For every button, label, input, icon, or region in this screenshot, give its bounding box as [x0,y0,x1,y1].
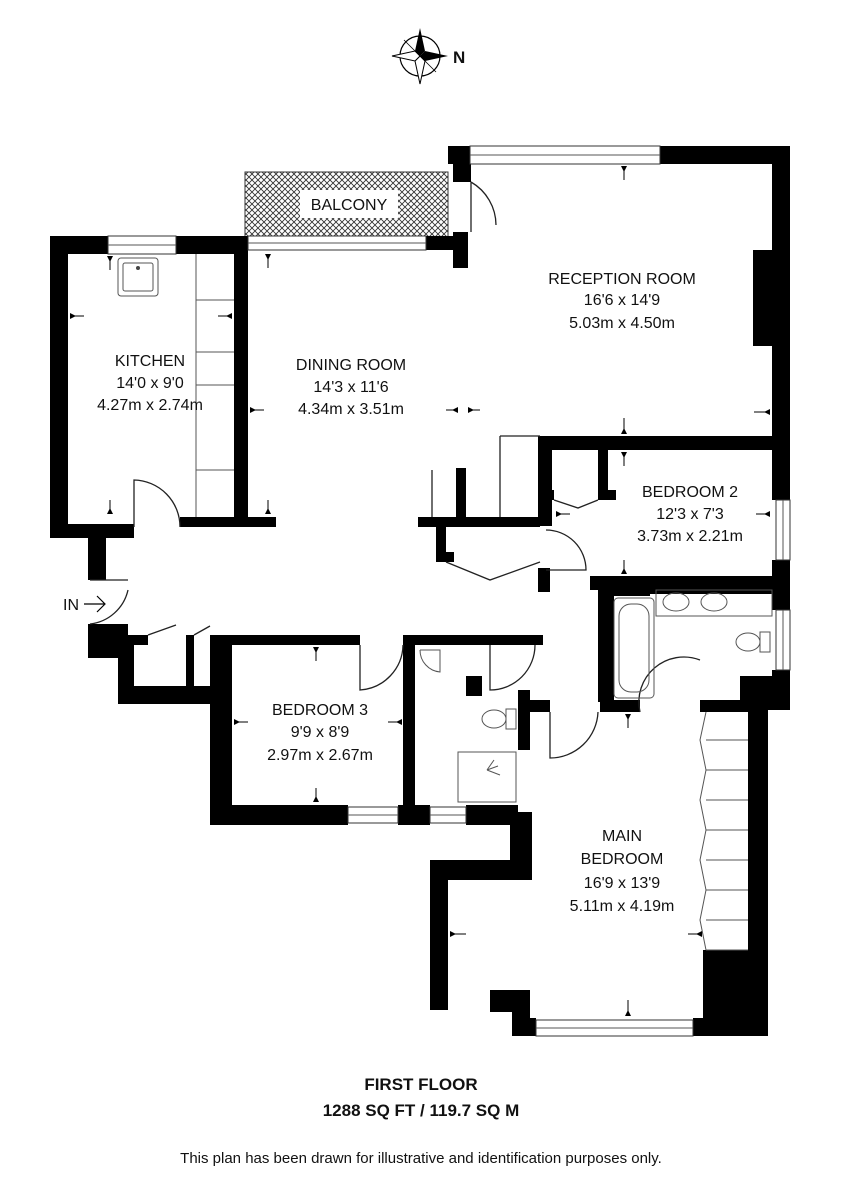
room-reception [548,271,696,332]
bathtub-icon [614,598,654,698]
room-size-metric: 5.03m x 4.50m [569,315,675,332]
balcony-label: BALCONY [310,197,388,214]
room-size-metric: 4.27m x 2.74m [97,397,203,414]
room-main-bedroom [570,828,675,915]
room-size-imperial: 16'6 x 14'9 [583,292,661,309]
room-name-line-2: BEDROOM [580,851,664,868]
room-size-metric: 3.73m x 2.21m [637,528,743,545]
pillar [466,676,482,696]
room-name: BEDROOM 3 [271,702,369,719]
entrance-arrow-icon [84,596,105,612]
compass-rose-icon [392,28,448,84]
toilet-icon [736,632,770,652]
room-name: BEDROOM 2 [641,484,739,501]
room-size-imperial: 16'9 x 13'9 [583,875,661,892]
wardrobe-doors [700,712,748,950]
entrance-label: IN [63,597,79,614]
room-dining [296,357,406,418]
shower-toilet-icon [482,709,516,729]
room-name-line-1: MAIN [602,828,642,845]
floor-area: 1288 SQ FT / 119.7 SQ M [322,1101,520,1120]
room-size-metric: 4.34m x 3.51m [298,401,404,418]
room-size-metric: 5.11m x 4.19m [569,898,675,915]
room-name: DINING ROOM [295,357,407,374]
disclaimer: This plan has been drawn for illustrative and identification purposes only. [180,1150,662,1167]
room-kitchen [97,353,203,414]
shower-washbasin-icon [420,650,440,672]
floor-title: FIRST FLOOR [364,1075,478,1094]
entrance-marker [63,596,105,614]
room-name: RECEPTION ROOM [548,271,696,288]
kitchen-sink-icon [118,258,158,296]
fixtures [118,254,772,950]
compass-north-label: N [453,48,466,67]
room-size-imperial: 12'3 x 7'3 [656,506,724,523]
room-size-imperial: 14'0 x 9'0 [116,375,184,392]
room-size-metric: 2.97m x 2.67m [267,747,373,764]
room-name: KITCHEN [114,353,186,370]
room-bedroom-2 [637,484,743,545]
room-size-imperial: 14'3 x 11'6 [313,379,389,396]
shower-tray-icon [458,752,516,802]
room-size-imperial: 9'9 x 8'9 [290,724,350,741]
room-bedroom-3 [267,702,373,764]
compass [392,28,465,84]
